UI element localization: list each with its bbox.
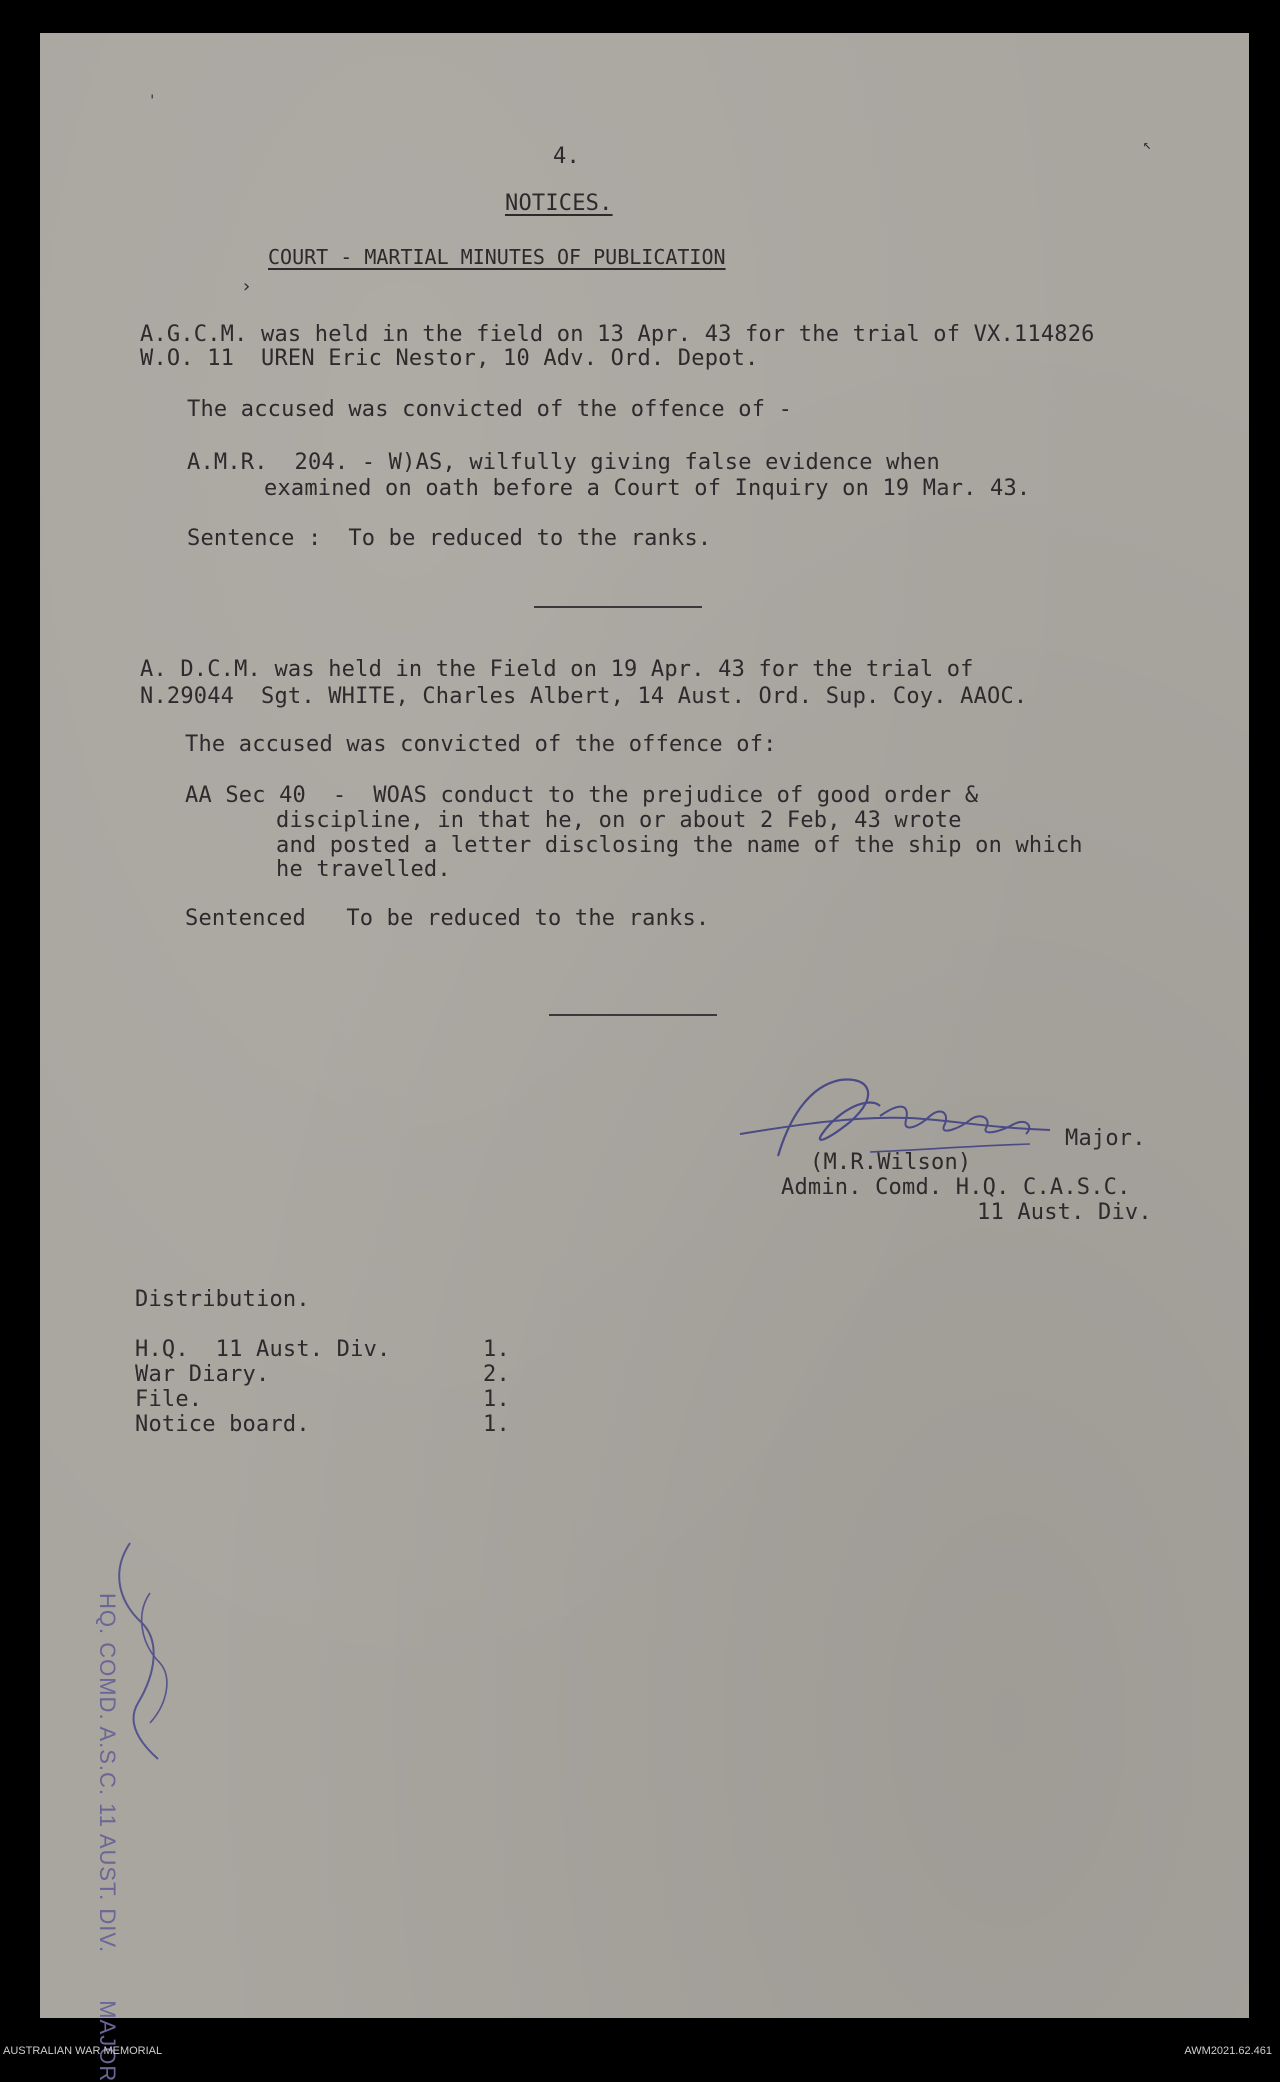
signature-name: (M.R.Wilson)	[810, 1150, 972, 1175]
distribution-recipient: Notice board.	[135, 1412, 310, 1437]
case-2-offence-4: he travelled.	[276, 857, 451, 882]
signature-title-2: 11 Aust. Div.	[977, 1200, 1152, 1225]
case-1-offence-2: examined on oath before a Court of Inquiry on 19 Mar. 43.	[264, 476, 1031, 501]
stamp-suffix: MAJOR	[95, 2000, 120, 2082]
case-2-offence-3: and posted a letter disclosing the name of the ship on which	[276, 833, 1083, 858]
punch-mark: '	[148, 93, 157, 109]
case-2-line-1: A. D.C.M. was held in the Field on 19 Apr. 43 for the trial of	[140, 657, 974, 682]
distribution-copies: 1.	[483, 1412, 510, 1437]
case-1-offence-1: A.M.R. 204. - W)AS, wilfully giving false evidence when	[187, 450, 940, 475]
distribution-recipient: H.Q. 11 Aust. Div.	[135, 1337, 391, 1362]
distribution-recipient: File.	[135, 1387, 203, 1412]
stamp-text: HQ. COMD. A.S.C. 11 AUST. DIV.	[95, 1593, 120, 1954]
court-martial-heading: COURT - MARTIAL MINUTES OF PUBLICATION	[268, 245, 726, 269]
case-2-offence-2: discipline, in that he, on or about 2 Feb, 43 wrote	[276, 808, 962, 833]
case-2-sentence: Sentenced To be reduced to the ranks.	[185, 906, 710, 931]
rubber-stamp	[94, 1593, 120, 2082]
footer-left-label: AUSTRALIAN WAR MEMORIAL	[3, 2045, 163, 2057]
margin-mark: ›	[241, 276, 252, 297]
case-2-offence-1: AA Sec 40 - WOAS conduct to the prejudice of good order &	[185, 783, 979, 808]
case-1-line-2: W.O. 11 UREN Eric Nestor, 10 Adv. Ord. Depot.	[140, 346, 759, 371]
distribution-heading: Distribution.	[135, 1287, 310, 1312]
case-1-sentence: Sentence : To be reduced to the ranks.	[187, 526, 712, 551]
page-number: 4.	[553, 144, 580, 169]
distribution-copies: 1.	[483, 1387, 510, 1412]
notices-heading: NOTICES.	[505, 191, 613, 216]
distribution-recipient: War Diary.	[135, 1362, 270, 1387]
case-2-convicted: The accused was convicted of the offence of:	[185, 732, 777, 757]
separator-1	[534, 606, 702, 608]
case-2-line-2: N.29044 Sgt. WHITE, Charles Albert, 14 Aust. Ord. Sup. Coy. AAOC.	[140, 684, 1028, 709]
corner-mark: ↖	[1143, 137, 1152, 153]
footer-right-label: AWM2021.62.461	[1184, 2045, 1272, 2057]
separator-2	[549, 1014, 717, 1016]
case-1-line-1: A.G.C.M. was held in the field on 13 Apr. 43 for the trial of VX.114826	[140, 322, 1095, 347]
signature-title-1: Admin. Comd. H.Q. C.A.S.C.	[781, 1175, 1131, 1200]
signature-rank: Major.	[1065, 1126, 1146, 1151]
distribution-copies: 2.	[483, 1362, 510, 1387]
case-1-convicted: The accused was convicted of the offence of -	[187, 397, 793, 422]
distribution-copies: 1.	[483, 1337, 510, 1362]
